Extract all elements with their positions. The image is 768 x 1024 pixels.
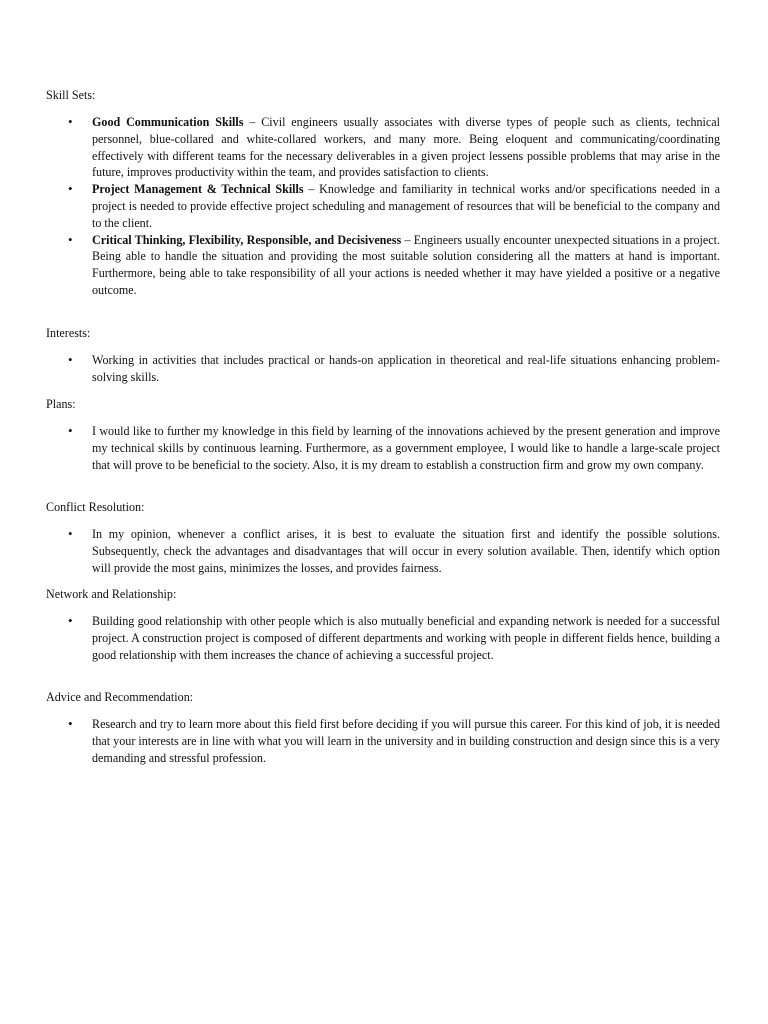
list-item — [46, 423, 720, 473]
conflict-resolution-list — [46, 526, 720, 576]
skill-term: Good Communication Skills — [92, 115, 244, 129]
interests-heading: Interests: — [46, 326, 91, 340]
advice-list — [46, 716, 720, 766]
conflict-resolution-heading: Conflict Resolution: — [46, 500, 145, 514]
list-item — [46, 613, 720, 663]
skill-sets-list — [46, 114, 720, 299]
list-item — [46, 181, 720, 231]
list-item — [46, 114, 720, 181]
plans-text: I would like to further my knowledge in this field by learning of the innovations achieved by the present generation and improve my technical skills by continuous learning. Furthermore, as a government employee, I would like to handle a large-scale project that will prove to be beneficial to the society. Also, it is my dream to establish a construction firm and grow my own company. — [92, 424, 720, 472]
skill-term: Project Management & Technical Skills — [92, 182, 304, 197]
skill-description: – Engineers usually encounter unexpected situations in a project. Being able to handle the situation and providing the most suitable solution considering all the matters at hand is important. Furthermore, being able to take responsibility of all your actions is needed whether it may have yielded a positive or a negative outcome. — [92, 232, 721, 297]
bullet-icon: • — [68, 231, 73, 247]
skill-description: – Civil engineers usually associates with diverse types of people such as clients, technical personnel, blue-collared and white-collared workers, and many more. Being eloquent and communicating/coordinating effectively with different teams for the necessary deliverables in a given project lessens possible problems that may arise in the future, improves productivity within the team, and provides satisfaction to clients. — [92, 115, 720, 180]
list-item — [46, 526, 720, 576]
bullet-icon: • — [68, 526, 73, 541]
skill-description: – Knowledge and familiarity in technical works and/or specifications needed in a project is needed to provide effective project scheduling and management of resources that will be beneficial to the company and to the client. — [92, 182, 720, 230]
conflict-resolution-text: In my opinion, whenever a conflict arises, it is best to evaluate the situation first and identify the possible solutions. Subsequently, check the advantages and disadvantages that will occur in every solution available. Then, identify which option will provide the most gains, minimizes the losses, and provides fairness. — [92, 527, 720, 575]
advice-text: Research and try to learn more about this field first before deciding if you will pursue this career. For this kind of job, it is needed that your interests are in line with what you will learn in the university and in building construction and design since this is a very demanding and stressful profession. — [92, 717, 720, 765]
plans-list — [46, 423, 720, 473]
list-item — [46, 352, 720, 386]
skill-term: Critical Thinking, Flexibility, Responsible, and Decisiveness — [92, 232, 402, 247]
advice-heading: Advice and Recommendation: — [46, 690, 194, 704]
network-heading: Network and Relationship: — [46, 587, 177, 601]
network-text: Building good relationship with other people which is also mutually beneficial and expanding network is needed for a successful project. A construction project is composed of different departments and working with people in different fields hence, building a good relationship with them increases the chance of achieving a successful project. — [92, 614, 720, 662]
plans-heading: Plans: — [46, 397, 76, 411]
list-item — [46, 232, 720, 299]
list-item — [46, 716, 720, 766]
network-list — [46, 613, 720, 663]
bullet-icon: • — [68, 181, 73, 197]
skill-sets-heading: Skill Sets: — [46, 88, 96, 102]
bullet-icon: • — [68, 423, 73, 438]
bullet-icon: • — [68, 716, 73, 731]
bullet-icon: • — [68, 352, 73, 367]
interests-list — [46, 352, 720, 386]
bullet-icon: • — [68, 613, 73, 628]
bullet-icon: • — [68, 114, 73, 129]
interest-text: Working in activities that includes practical or hands-on application in theoretical and real-life situations enhancing problem-solving skills. — [92, 353, 720, 384]
